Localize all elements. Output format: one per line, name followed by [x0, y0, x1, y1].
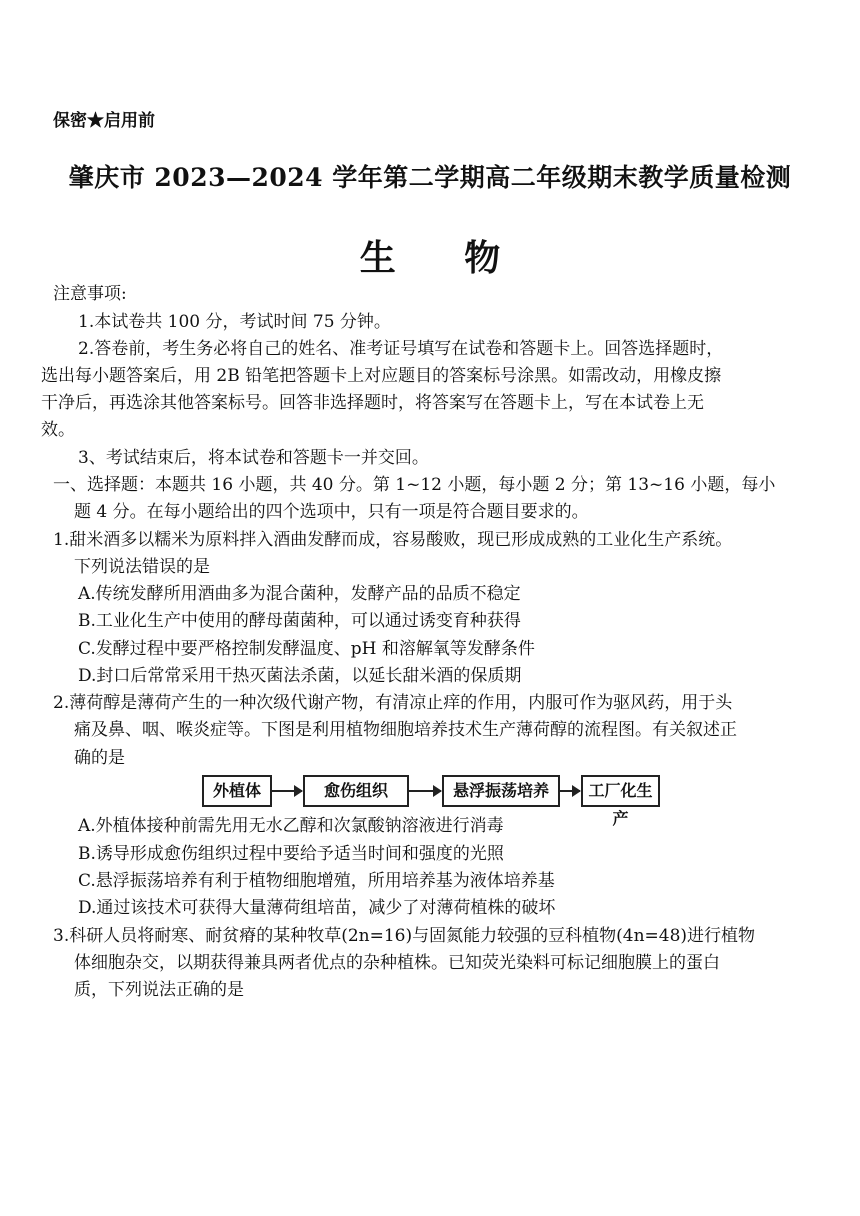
flow-arrow-1 [272, 790, 302, 792]
q1-option-b: B.工业化生产中使用的酵母菌菌种，可以通过诱变育种获得 [78, 611, 521, 631]
q2-stem-line-3: 确的是 [74, 748, 125, 768]
section-1-line-2: 题 4 分。在每小题给出的四个选项中，只有一项是符合题目要求的。 [74, 502, 589, 522]
flow-step-callus: 愈伤组织 [303, 775, 409, 807]
q1-option-d: D.封口后常常采用干热灭菌法杀菌，以延长甜米酒的保质期 [78, 666, 522, 686]
notes-item-2-line-4: 效。 [41, 420, 75, 440]
flow-arrow-3 [560, 790, 580, 792]
q2-option-b: B.诱导形成愈伤组织过程中要给予适当时间和强度的光照 [78, 844, 504, 864]
q2-stem-line-2: 痛及鼻、咽、喉炎症等。下图是利用植物细胞培养技术生产薄荷醇的流程图。有关叙述正 [74, 720, 737, 740]
q2-stem-line-1: 2.薄荷醇是薄荷产生的一种次级代谢产物，有清凉止痒的作用，内服可作为驱风药，用于头 [53, 693, 733, 713]
flow-step-explant: 外植体 [202, 775, 272, 807]
notes-item-3: 3、考试结束后，将本试卷和答题卡一并交回。 [78, 448, 429, 468]
notes-item-2-line-2: 选出每小题答案后，用 2B 铅笔把答题卡上对应题目的答案标号涂黑。如需改动，用橡皮擦 [41, 366, 722, 386]
flow-arrow-2 [409, 790, 441, 792]
exam-title: 肇庆市 2023—2024 学年第二学期高二年级期末教学质量检测 [68, 163, 792, 192]
q2-option-d: D.通过该技术可获得大量薄荷组培苗，减少了对薄荷植株的破坏 [78, 898, 556, 918]
notes-item-2-line-1: 2.答卷前，考生务必将自己的姓名、准考证号填写在试卷和答题卡上。回答选择题时， [78, 339, 724, 359]
q2-option-a: A.外植体接种前需先用无水乙醇和次氯酸钠溶液进行消毒 [78, 816, 504, 836]
notes-item-2-line-3: 干净后，再选涂其他答案标号。回答非选择题时，将答案写在答题卡上，写在本试卷上无 [41, 393, 704, 413]
confidential-label: 保密★启用前 [53, 111, 155, 131]
q2-option-c: C.悬浮振荡培养有利于植物细胞增殖，所用培养基为液体培养基 [78, 871, 555, 891]
q1-stem-line-2: 下列说法错误的是 [74, 557, 210, 577]
q3-stem-line-2: 体细胞杂交，以期获得兼具两者优点的杂种植株。已知荧光染料可标记细胞膜上的蛋白 [74, 953, 720, 973]
q1-stem-line-1: 1.甜米酒多以糯米为原料拌入酒曲发酵而成，容易酸败，现已形成成熟的工业化生产系统。 [53, 530, 733, 550]
flow-step-suspension-culture: 悬浮振荡培养 [442, 775, 560, 807]
q1-option-a: A.传统发酵所用酒曲多为混合菌种，发酵产品的品质不稳定 [78, 584, 521, 604]
q2-flowchart [202, 775, 662, 828]
section-1-line-1: 一、选择题：本题共 16 小题，共 40 分。第 1~12 小题，每小题 2 分；第 13~16 小题，每小 [53, 475, 776, 495]
q3-stem-line-1: 3.科研人员将耐寒、耐贫瘠的某种牧草(2n=16)与固氮能力较强的豆科植物(4n=48)进行植物 [53, 926, 756, 946]
flow-step-factory-production: 工厂化生产 [581, 775, 660, 807]
subject-title: 生 物 [359, 237, 529, 279]
notes-heading: 注意事项: [53, 284, 127, 304]
q3-stem-line-3: 质，下列说法正确的是 [74, 980, 244, 1000]
q1-option-c: C.发酵过程中要严格控制发酵温度、pH 和溶解氧等发酵条件 [78, 639, 535, 659]
notes-item-1: 1.本试卷共 100 分，考试时间 75 分钟。 [78, 312, 391, 332]
